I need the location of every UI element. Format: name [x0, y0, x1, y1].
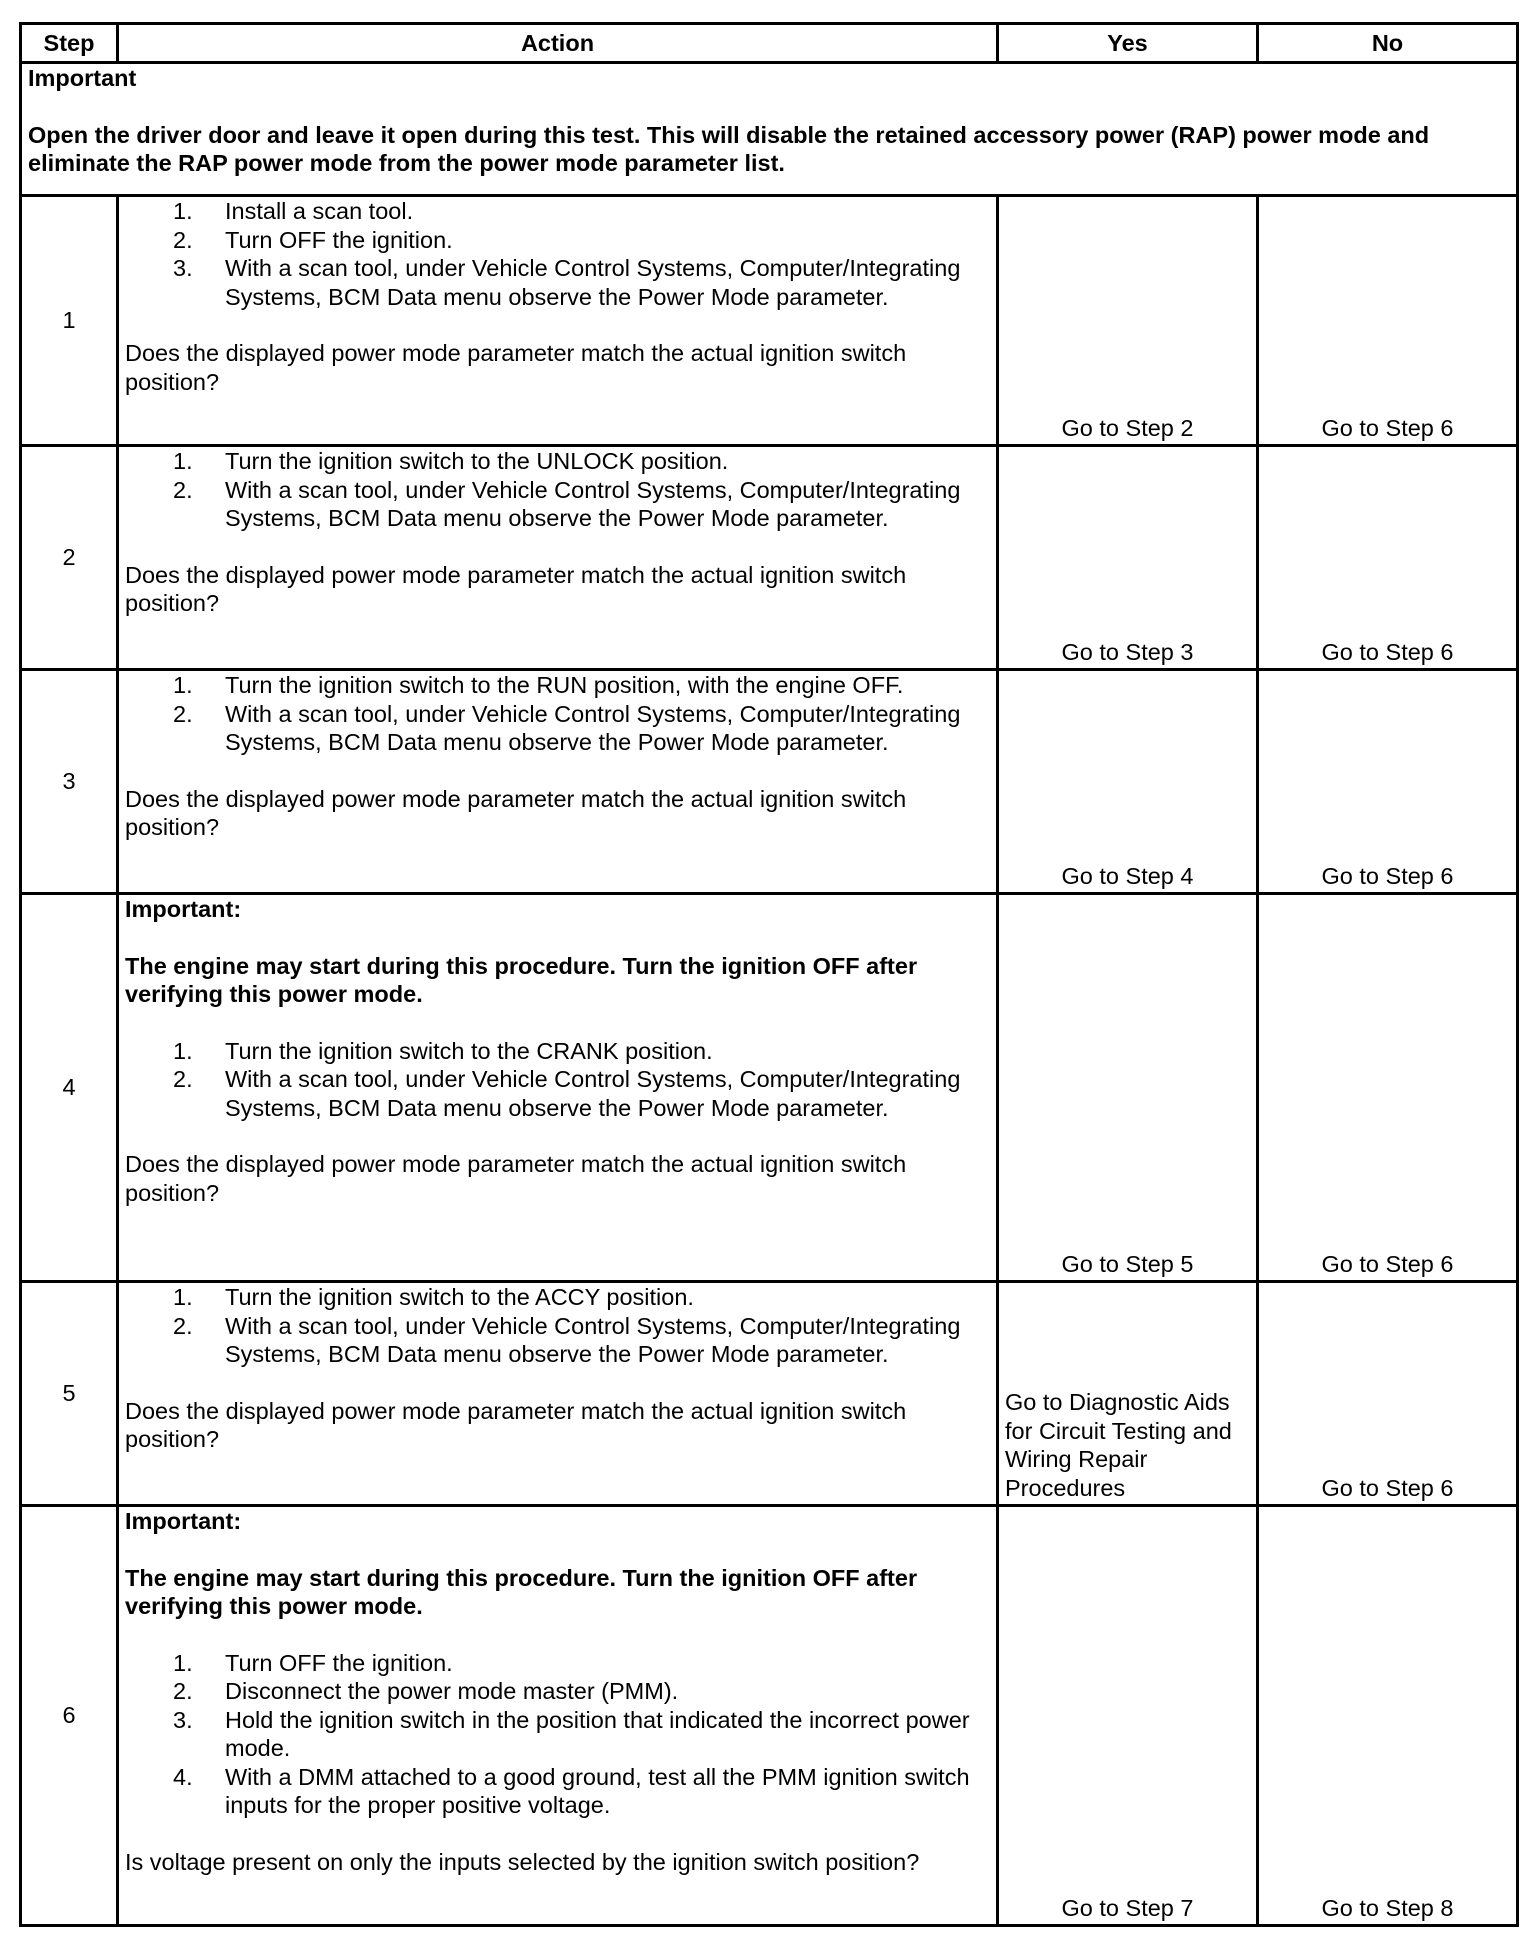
step-number: 5	[21, 1282, 118, 1506]
action-cell	[118, 1506, 998, 1926]
list-item: 4. With a DMM attached to a good ground, test all the PMM ignition switch inputs for the proper positive voltage.	[173, 1763, 970, 1818]
no-cell: Go to Step 8	[1258, 1506, 1518, 1926]
no-cell: Go to Step 6	[1258, 1282, 1518, 1506]
table-row	[21, 670, 1518, 894]
no-cell: Go to Step 6	[1258, 670, 1518, 894]
table-row	[21, 1282, 1518, 1506]
no-cell: Go to Step 6	[1258, 894, 1518, 1282]
action-cell	[118, 1282, 998, 1506]
list-item: 1. Turn OFF the ignition.	[173, 1649, 453, 1676]
list-item: 2. With a scan tool, under Vehicle Control Systems, Computer/Integrating Systems, BCM Data menu observe the Power Mode parameter.	[173, 1066, 961, 1121]
step-number: 2	[21, 446, 118, 670]
table-row	[21, 894, 1518, 1282]
important-label: Important:	[125, 896, 242, 922]
header-action: Action	[118, 24, 998, 63]
question-text: Is voltage present on only the inputs selected by the ignition switch position?	[125, 1848, 920, 1875]
yes-cell: Go to Step 2	[998, 196, 1258, 446]
header-row	[21, 24, 1518, 63]
list-item: 1. Install a scan tool.	[173, 198, 414, 224]
question-text: Does the displayed power mode parameter match the actual ignition switch position?	[125, 561, 907, 616]
list-item: 2. Turn OFF the ignition.	[173, 226, 453, 253]
step-number: 6	[21, 1506, 118, 1926]
step-number: 1	[21, 196, 118, 446]
intro-text: Open the driver door and leave it open during this test. This will disable the retained accessory power (RAP) power mode and eliminate the RAP power mode from the power mode parameter list.	[28, 121, 1430, 176]
action-cell	[118, 894, 998, 1282]
list-item: 1. Turn the ignition switch to the UNLOCK position.	[173, 448, 729, 474]
header-step: Step	[21, 24, 118, 63]
intro-row	[21, 63, 1518, 196]
question-text: Does the displayed power mode parameter match the actual ignition switch position?	[125, 1397, 907, 1452]
list-item: 3. Hold the ignition switch in the position that indicated the incorrect power mode.	[173, 1706, 970, 1761]
list-item: 2. With a scan tool, under Vehicle Control Systems, Computer/Integrating Systems, BCM Data menu observe the Power Mode parameter.	[173, 1312, 961, 1367]
important-text: The engine may start during this procedure. Turn the ignition OFF after verifying this power mode.	[125, 1564, 918, 1619]
yes-cell: Go to Step 3	[998, 446, 1258, 670]
table-row	[21, 196, 1518, 446]
yes-cell: Go to Step 4	[998, 670, 1258, 894]
question-text: Does the displayed power mode parameter match the actual ignition switch position?	[125, 785, 907, 840]
yes-cell: Go to Step 5	[998, 894, 1258, 1282]
yes-cell: Go to Step 7	[998, 1506, 1258, 1926]
intro-label: Important	[28, 65, 137, 91]
list-item: 1. Turn the ignition switch to the ACCY position.	[173, 1284, 694, 1310]
list-item: 3. With a scan tool, under Vehicle Control Systems, Computer/Integrating Systems, BCM Data menu observe the Power Mode parameter.	[173, 255, 961, 310]
diagnostic-table	[19, 22, 1519, 1927]
step-number: 3	[21, 670, 118, 894]
important-text: The engine may start during this procedure. Turn the ignition OFF after verifying this power mode.	[125, 952, 918, 1007]
list-item: 2. With a scan tool, under Vehicle Control Systems, Computer/Integrating Systems, BCM Data menu observe the Power Mode parameter.	[173, 700, 961, 755]
action-cell	[118, 446, 998, 670]
important-label: Important:	[125, 1508, 242, 1534]
action-cell	[118, 670, 998, 894]
no-cell: Go to Step 6	[1258, 446, 1518, 670]
step-number: 4	[21, 894, 118, 1282]
list-item: 1. Turn the ignition switch to the CRANK position.	[173, 1037, 713, 1064]
table-row	[21, 446, 1518, 670]
action-cell	[118, 196, 998, 446]
question-text: Does the displayed power mode parameter match the actual ignition switch position?	[125, 1151, 907, 1206]
list-item: 1. Turn the ignition switch to the RUN position, with the engine OFF.	[173, 672, 904, 698]
header-yes: Yes	[998, 24, 1258, 63]
table-row	[21, 1506, 1518, 1926]
yes-cell: Go to Diagnostic Aids for Circuit Testing and Wiring Repair Procedures	[998, 1282, 1258, 1506]
list-item: 2. With a scan tool, under Vehicle Control Systems, Computer/Integrating Systems, BCM Data menu observe the Power Mode parameter.	[173, 476, 961, 531]
no-cell: Go to Step 6	[1258, 196, 1518, 446]
list-item: 2. Disconnect the power mode master (PMM).	[173, 1678, 679, 1704]
question-text: Does the displayed power mode parameter match the actual ignition switch position?	[125, 340, 907, 395]
header-no: No	[1258, 24, 1518, 63]
